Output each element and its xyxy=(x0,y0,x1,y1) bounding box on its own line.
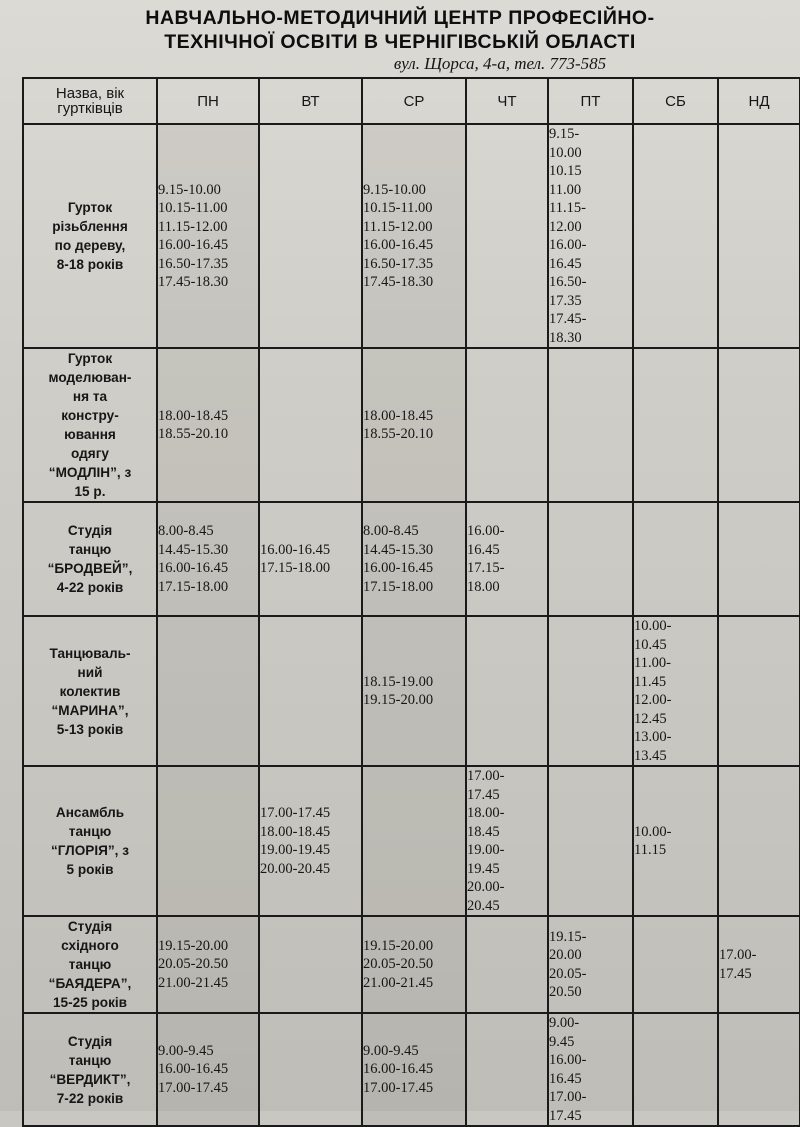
club-name-line: Студія xyxy=(67,919,113,934)
schedule-cell-ПН xyxy=(157,1013,259,1126)
time-slot: 17.45 xyxy=(719,965,752,982)
time-slot: 11.15- xyxy=(549,200,586,216)
time-slot: 8.00-8.45 xyxy=(363,523,419,539)
club-name-cell xyxy=(23,616,157,766)
table-row xyxy=(23,1013,800,1126)
club-name-line: моделюван- xyxy=(48,370,132,385)
column-header-day: ВТ xyxy=(259,78,362,124)
time-slot: 11.45 xyxy=(634,673,667,690)
time-slot: 16.45 xyxy=(549,1070,582,1087)
schedule-cell-СР xyxy=(362,502,466,616)
header-address: вул. Щорса, 4-а, тел. 773-585 xyxy=(393,54,607,73)
club-name-line: різьблення xyxy=(52,219,128,234)
time-slot: 12.00 xyxy=(549,218,582,235)
time-slot: 17.00-17.45 xyxy=(260,805,331,821)
column-header-day: СР xyxy=(362,78,466,124)
schedule-cell-НД xyxy=(718,348,800,502)
time-slot: 9.15-10.00 xyxy=(363,181,426,198)
club-name-line: ювання xyxy=(64,427,116,442)
time-slot: 14.45-15.30 xyxy=(363,541,434,558)
club-name-line: “ВЕРДИКТ”, xyxy=(49,1071,131,1087)
schedule-cell-ПТ xyxy=(548,502,633,616)
schedule-table xyxy=(22,77,800,1127)
club-name-line: східного xyxy=(61,938,119,953)
time-slot: 20.05-20.50 xyxy=(158,956,229,973)
header-title-line-2: ТЕХНІЧНОЇ ОСВІТИ В ЧЕРНІГІВСЬКІЙ ОБЛАСТІ xyxy=(164,31,636,53)
time-slot: 17.45-18.30 xyxy=(363,274,434,290)
time-slot: 20.00-20.45 xyxy=(260,860,331,877)
time-slot: 17.35 xyxy=(549,292,582,309)
time-slot: 17.15- xyxy=(467,560,505,576)
column-header-day: ЧТ xyxy=(466,78,548,124)
schedule-cell-СБ xyxy=(633,616,718,766)
time-slot: 18.55-20.10 xyxy=(158,426,229,442)
schedule-cell-СР xyxy=(362,616,466,766)
column-header-name xyxy=(23,78,157,124)
club-name-cell xyxy=(23,502,157,616)
time-slot: 20.05- xyxy=(549,965,587,982)
schedule-cell-ВТ xyxy=(259,124,362,348)
club-name-cell xyxy=(23,766,157,916)
time-slot: 16.45 xyxy=(467,541,500,558)
time-slot: 18.00 xyxy=(467,578,500,595)
time-slot: 16.50- xyxy=(549,274,587,290)
club-name-line: 5 років xyxy=(66,862,114,877)
club-name-line: констру- xyxy=(61,408,119,423)
table-row xyxy=(23,916,800,1013)
schedule-cell-ЧТ xyxy=(466,502,548,616)
schedule-cell-ЧТ xyxy=(466,916,548,1013)
club-name-line: “БАЯДЕРА”, xyxy=(48,976,132,991)
schedule-cell-СБ xyxy=(633,348,718,502)
time-slot: 18.00-18.45 xyxy=(363,407,434,424)
schedule-cell-ЧТ xyxy=(466,348,548,502)
time-slot: 21.00-21.45 xyxy=(363,974,434,991)
time-slot: 17.45 xyxy=(467,786,500,803)
time-slot: 20.00 xyxy=(549,947,582,963)
time-slot: 16.00-16.45 xyxy=(158,1061,229,1078)
schedule-cell-СР xyxy=(362,1013,466,1126)
time-slot: 18.55-20.10 xyxy=(363,426,434,442)
club-name-line: танцю xyxy=(68,1052,112,1068)
schedule-cell-ПН xyxy=(157,348,259,502)
time-slot: 19.15- xyxy=(549,928,587,945)
time-slot: 19.00- xyxy=(467,842,505,858)
time-slot: 9.00-9.45 xyxy=(158,1042,214,1059)
schedule-cell-ПН xyxy=(157,766,259,916)
club-name-line: Студія xyxy=(67,1033,113,1049)
club-name-line: Танцюваль- xyxy=(49,645,131,661)
time-slot: 17.00-17.45 xyxy=(363,1079,434,1096)
time-slot: 17.00- xyxy=(549,1089,587,1105)
time-slot: 20.45 xyxy=(467,897,500,914)
time-slot: 19.00-19.45 xyxy=(260,842,331,858)
club-name-line: “ГЛОРІЯ”, з xyxy=(51,843,129,858)
time-slot: 11.00- xyxy=(634,655,671,671)
column-header-day: ПТ xyxy=(548,78,633,124)
time-slot: 8.00-8.45 xyxy=(158,523,214,539)
time-slot: 20.50 xyxy=(549,984,582,1000)
club-name-line: Гурток xyxy=(67,351,113,366)
club-name-line: 7-22 років xyxy=(56,1090,124,1106)
time-slot: 12.45 xyxy=(634,710,667,727)
schedule-cell-СБ xyxy=(633,766,718,916)
schedule-cell-ПН xyxy=(157,916,259,1013)
schedule-cell-СБ xyxy=(633,124,718,348)
schedule-cell-ПТ xyxy=(548,616,633,766)
column-header-day: НД xyxy=(718,78,800,124)
schedule-cell-СР xyxy=(362,916,466,1013)
table-row xyxy=(23,124,800,348)
time-slot: 10.15 xyxy=(549,163,582,179)
time-slot: 9.00-9.45 xyxy=(363,1042,419,1059)
schedule-cell-ПН xyxy=(157,502,259,616)
schedule-cell-ВТ xyxy=(259,916,362,1013)
schedule-cell-ВТ xyxy=(259,766,362,916)
time-slot: 20.05-20.50 xyxy=(363,956,434,973)
schedule-cell-НД xyxy=(718,766,800,916)
time-slot: 16.00- xyxy=(549,1052,587,1068)
schedule-cell-НД xyxy=(718,1013,800,1126)
time-slot: 14.45-15.30 xyxy=(158,541,229,558)
time-slot: 17.00-17.45 xyxy=(158,1079,229,1096)
club-name-cell xyxy=(23,1013,157,1126)
schedule-cell-ЧТ xyxy=(466,766,548,916)
club-name-cell xyxy=(23,916,157,1013)
column-header-name-line-2: гуртківців xyxy=(57,100,123,117)
time-slot: 10.15-11.00 xyxy=(363,200,433,216)
time-slot: 16.50-17.35 xyxy=(363,255,434,272)
time-slot: 10.00- xyxy=(634,618,672,634)
schedule-cell-ВТ xyxy=(259,348,362,502)
time-slot: 16.00-16.45 xyxy=(363,560,434,576)
time-slot: 16.45 xyxy=(549,255,582,272)
table-row xyxy=(23,502,800,616)
time-slot: 17.45- xyxy=(549,311,587,327)
schedule-cell-ПН xyxy=(157,616,259,766)
schedule-cell-СБ xyxy=(633,502,718,616)
club-name-line: колектив xyxy=(59,683,121,699)
time-slot: 11.15-12.00 xyxy=(363,218,433,235)
club-name-line: “МАРИНА”, xyxy=(51,702,129,718)
schedule-cell-НД xyxy=(718,502,800,616)
table-row xyxy=(23,348,800,502)
time-slot: 17.15-18.00 xyxy=(363,578,434,595)
time-slot: 19.15-20.00 xyxy=(363,937,434,954)
club-name-line: Студія xyxy=(67,523,113,538)
schedule-cell-ВТ xyxy=(259,502,362,616)
club-name-cell xyxy=(23,348,157,502)
schedule-cell-СР xyxy=(362,348,466,502)
table-row xyxy=(23,616,800,766)
time-slot: 16.00-16.45 xyxy=(260,541,331,558)
time-slot: 9.00- xyxy=(549,1015,580,1031)
time-slot: 13.00- xyxy=(634,729,672,745)
club-name-line: по дереву, xyxy=(54,238,126,253)
schedule-cell-НД xyxy=(718,124,800,348)
time-slot: 13.45 xyxy=(634,747,667,764)
time-slot: 18.00- xyxy=(467,805,505,821)
schedule-cell-СР xyxy=(362,766,466,916)
time-slot: 20.00- xyxy=(467,879,505,895)
time-slot: 18.15-19.00 xyxy=(363,673,434,690)
club-name-line: танцю xyxy=(68,957,112,972)
schedule-cell-ПТ xyxy=(548,1013,633,1126)
time-slot: 17.45 xyxy=(549,1107,582,1124)
club-name-line: танцю xyxy=(68,542,112,557)
schedule-cell-ПТ xyxy=(548,124,633,348)
time-slot: 11.15-12.00 xyxy=(158,218,228,235)
time-slot: 17.00- xyxy=(467,768,505,784)
schedule-cell-НД xyxy=(718,916,800,1013)
time-slot: 9.15- xyxy=(549,126,580,142)
time-slot: 9.45 xyxy=(549,1033,575,1050)
club-name-cell xyxy=(23,124,157,348)
time-slot: 16.00-16.45 xyxy=(363,237,434,253)
document-header xyxy=(0,6,800,74)
header-title-line-1: НАВЧАЛЬНО-МЕТОДИЧНИЙ ЦЕНТР ПРОФЕСІЙНО- xyxy=(145,7,655,29)
club-name-line: одягу xyxy=(71,446,109,461)
club-name-line: 5-13 років xyxy=(56,721,124,737)
schedule-cell-ЧТ xyxy=(466,616,548,766)
club-name-line: 15-25 років xyxy=(52,995,128,1010)
time-slot: 10.00- xyxy=(634,823,672,840)
schedule-cell-ЧТ xyxy=(466,1013,548,1126)
schedule-cell-СБ xyxy=(633,916,718,1013)
schedule-cell-СР xyxy=(362,124,466,348)
column-header-day: ПН xyxy=(157,78,259,124)
schedule-cell-ВТ xyxy=(259,1013,362,1126)
club-name-line: танцю xyxy=(68,824,112,839)
time-slot: 17.15-18.00 xyxy=(260,560,331,576)
column-header-day: СБ xyxy=(633,78,718,124)
schedule-cell-ПТ xyxy=(548,766,633,916)
club-name-line: Гурток xyxy=(67,200,113,215)
schedule-cell-ВТ xyxy=(259,616,362,766)
time-slot: 17.00- xyxy=(719,947,757,963)
time-slot: 18.45 xyxy=(467,823,500,840)
club-name-line: ня та xyxy=(72,389,108,404)
club-name-line: 15 р. xyxy=(74,484,106,499)
club-name-line: “МОДЛІН”, з xyxy=(48,465,132,480)
time-slot: 18.00-18.45 xyxy=(260,823,331,840)
time-slot: 19.15-20.00 xyxy=(158,937,229,954)
time-slot: 17.15-18.00 xyxy=(158,578,229,595)
schedule-cell-ПТ xyxy=(548,348,633,502)
time-slot: 16.50-17.35 xyxy=(158,255,229,272)
time-slot: 10.45 xyxy=(634,636,667,653)
time-slot: 16.00- xyxy=(467,523,505,539)
time-slot: 21.00-21.45 xyxy=(158,974,229,991)
time-slot: 16.00- xyxy=(549,237,587,253)
club-name-line: “БРОДВЕЙ”, xyxy=(47,561,133,576)
time-slot: 16.00-16.45 xyxy=(363,1061,434,1078)
time-slot: 19.15-20.00 xyxy=(363,692,434,708)
time-slot: 11.15 xyxy=(634,842,667,858)
schedule-cell-НД xyxy=(718,616,800,766)
time-slot: 17.45-18.30 xyxy=(158,274,229,290)
time-slot: 18.00-18.45 xyxy=(158,407,229,424)
club-name-line: 4-22 років xyxy=(56,580,124,595)
schedule-cell-ПТ xyxy=(548,916,633,1013)
table-row xyxy=(23,766,800,916)
club-name-line: Ансамбль xyxy=(55,805,125,820)
club-name-line: ний xyxy=(77,664,103,680)
header-row xyxy=(23,78,800,124)
time-slot: 16.00-16.45 xyxy=(158,560,229,576)
column-header-name-line-1: Назва, вік xyxy=(55,85,125,102)
time-slot: 12.00- xyxy=(634,692,672,708)
club-name-line: 8-18 років xyxy=(56,257,124,272)
time-slot: 11.00 xyxy=(549,181,582,198)
schedule-cell-СБ xyxy=(633,1013,718,1126)
time-slot: 19.45 xyxy=(467,860,500,877)
schedule-cell-ПН xyxy=(157,124,259,348)
schedule-cell-ЧТ xyxy=(466,124,548,348)
time-slot: 10.15-11.00 xyxy=(158,200,228,216)
time-slot: 16.00-16.45 xyxy=(158,237,229,253)
time-slot: 10.00 xyxy=(549,144,582,161)
time-slot: 18.30 xyxy=(549,329,582,346)
time-slot: 9.15-10.00 xyxy=(158,181,221,198)
